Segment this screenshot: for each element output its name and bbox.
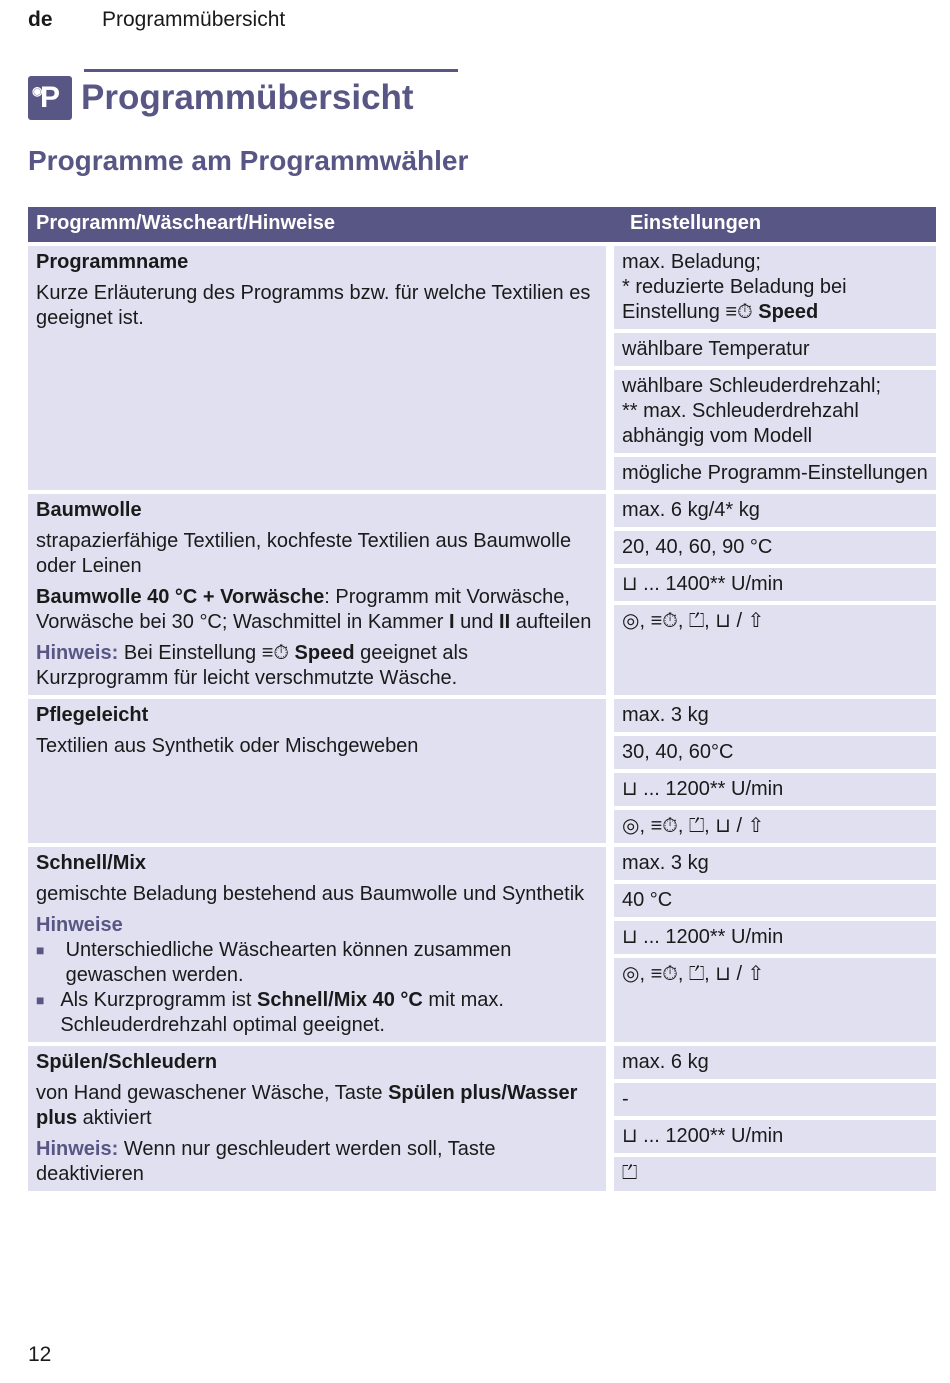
prewash-note: Baumwolle 40 °C + Vorwäsche: Programm mit Vorwäsche, Vorwäsche bei 30 °C; Waschmittel in Kammer I und II aufteilen [36,586,592,633]
program-desc: gemischte Beladung bestehend aus Baumwolle und Synthetik [36,883,585,905]
program-name: Spülen/Schleudern [36,1051,218,1073]
page-number: 12 [28,1343,52,1366]
header-title: Programmübersicht [102,8,286,31]
list-item: ■ Als Kurzprogramm ist Schnell/Mix 40 °C mit max. Schleuderdrehzahl optimal geeignet. [36,989,504,1036]
hint: Hinweis: Wenn nur geschleudert werden soll, Taste deaktivieren [36,1138,496,1185]
spin-value: ... 1400** U/min [643,573,784,595]
options-label: mögliche Programm-Einstellungen [614,457,936,490]
program-desc: strapazierfähige Textilien, kochfeste Textilien aus Baumwolle oder Leinen [36,530,572,577]
load-note: * reduzierte Beladung bei Einstellung [622,276,847,323]
options-icons: ◎, ≡⏱, ⏍, ⊔ / ⇧ [614,605,936,695]
load-value: max. 6 kg/4* kg [614,494,936,527]
bullet-square-icon: ■ [36,992,45,1008]
bullet-square-icon: ■ [36,942,45,958]
section-title: Programme am Programmwähler [28,145,469,176]
table-row [28,847,936,1042]
page-title-block [28,76,414,120]
spin-tub-icon: ⊔ [622,926,638,948]
spin-tub-icon: ⊔ [622,573,638,595]
load-value: max. 6 kg [614,1046,936,1079]
title-rule [84,69,458,72]
table-row [28,246,936,490]
temp-value: 30, 40, 60°C [614,736,936,769]
speed-label: Speed [758,301,819,323]
spin-tub-icon: ⊔ [622,778,638,800]
temp-value: 40 °C [614,884,936,917]
speed-clock-icon: ≡⏱ [261,642,289,664]
spin-label: wählbare Schleuderdrehzahl; [622,375,882,397]
col-settings: Einstellungen [630,212,762,234]
program-table [28,207,936,1191]
program-name: Pflegeleicht [36,704,149,726]
temp-label: wählbare Temperatur [614,333,936,366]
col-program: Programm/Wäscheart/Hinweise [36,212,335,234]
load-value: max. 3 kg [614,847,936,880]
table-row [28,494,936,695]
temp-value: 20, 40, 60, 90 °C [614,531,936,564]
hint-label: Hinweise [36,914,123,936]
program-desc: Kurze Erläuterung des Programms bzw. für welche Textilien es geeignet ist. [36,282,591,329]
program-desc: von Hand gewaschener Wäsche, Taste Spülen plus/Wasser plus aktiviert [36,1082,578,1129]
spin-value: ... 1200** U/min [643,1125,784,1147]
list-item: ■ Unterschiedliche Wäschearten können zusammen gewaschen werden. [36,939,512,986]
load-value: max. 3 kg [614,699,936,732]
spin-tub-icon: ⊔ [622,1125,638,1147]
easy-iron-icon: ⏍ [614,1157,936,1191]
program-name: Programmname [36,251,189,273]
spin-note: ** max. Schleuderdrehzahl abhängig vom Modell [622,400,859,447]
temp-value: - [614,1083,936,1116]
hint: Hinweis: Bei Einstellung ≡⏱ Speed geeignet als Kurzprogramm für leicht verschmutzte Wäsche. [36,642,468,689]
options-icons: ◎, ≡⏱, ⏍, ⊔ / ⇧ [614,810,936,843]
options-icons: ◎, ≡⏱, ⏍, ⊔ / ⇧ [614,958,936,1042]
table-row [28,699,936,843]
program-name: Schnell/Mix [36,852,147,874]
program-desc: Textilien aus Synthetik oder Mischgeweben [36,735,419,757]
spin-value: ... 1200** U/min [643,778,784,800]
language-code: de [28,8,53,31]
program-name: Baumwolle [36,499,142,521]
table-header [28,207,936,242]
program-p-icon: ◉ P [28,76,72,120]
page-header [28,8,286,32]
page-title: Programmübersicht [81,78,414,117]
load-label: max. Beladung; [622,251,761,273]
spin-value: ... 1200** U/min [643,926,784,948]
table-row [28,1046,936,1191]
speed-clock-icon: ≡⏱ [725,301,753,323]
